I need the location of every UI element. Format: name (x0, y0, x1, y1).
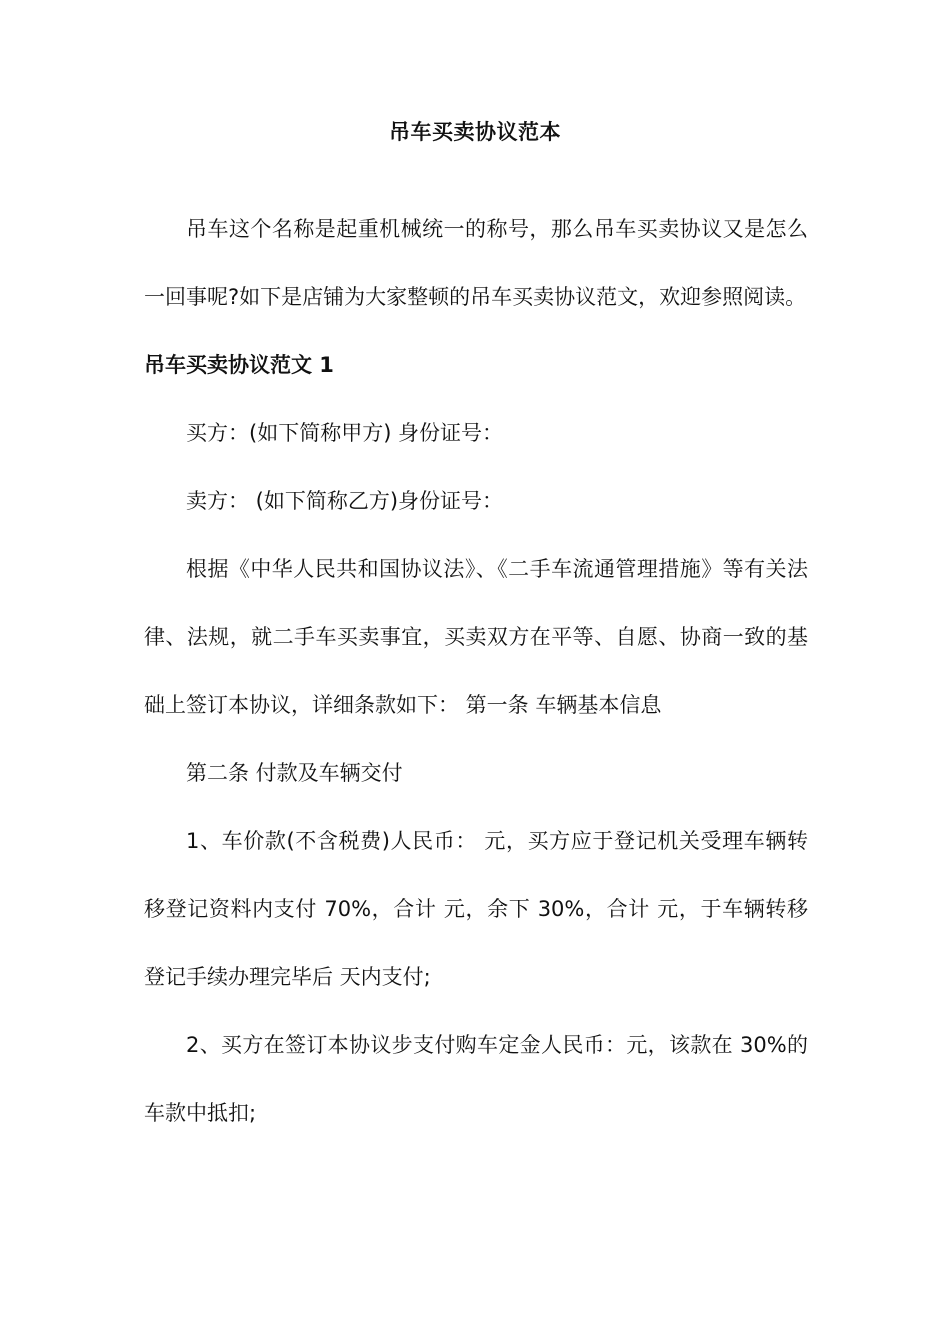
section-heading: 吊车买卖协议范文 1 (144, 353, 334, 377)
article-two-heading: 第二条 付款及车辆交付 (186, 761, 403, 785)
intro-paragraph: 吊车这个名称是起重机械统一的称号，那么吊车买卖协议又是怎么一回事呢?如下是店铺为大家整顿的吊车买卖协议范文，欢迎参照阅读。 (144, 217, 808, 309)
document-title: 吊车买卖协议范本 (389, 120, 561, 144)
basis-paragraph: 根据《中华人民共和国协议法》、《二手车流通管理措施》等有关法律、法规，就二手车买卖事宜，买卖双方在平等、自愿、协商一致的基础上签订本协议，详细条款如下： 第一条 车辆基本信息 (144, 557, 808, 717)
buyer-line: 买方：(如下简称甲方) 身份证号： (186, 421, 504, 445)
clause-2-paragraph: 2、买方在签订本协议步支付购车定金人民币：元，该款在 30%的车款中抵扣; (144, 1033, 808, 1125)
document-body (144, 195, 808, 1147)
seller-line: 卖方： (如下简称乙方)身份证号： (186, 489, 504, 513)
clause-1-paragraph: 1、车价款(不含税费)人民币： 元，买方应于登记机关受理车辆转移登记资料内支付 70%，合计 元，余下 30%，合计 元，于车辆转移登记手续办理完毕后 天内支付; (144, 829, 808, 989)
